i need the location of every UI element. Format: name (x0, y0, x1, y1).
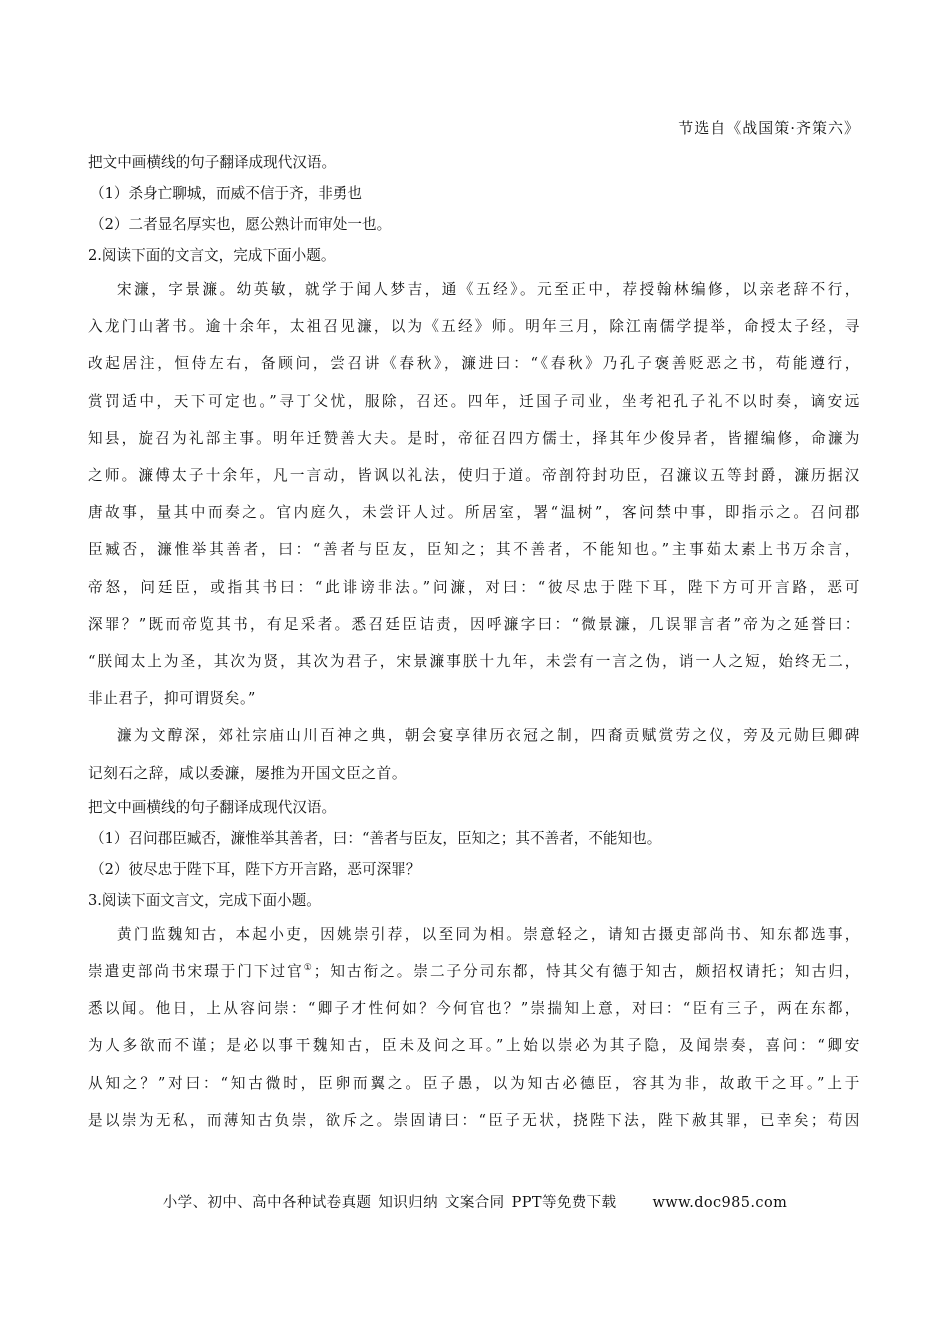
q2-para1-line: 唐故事，量其中而奏之。官内庭久，未尝讦人过。所居室，署“温树”，客问禁中事，即指示之。召问郡 (88, 504, 860, 522)
q2-passage (88, 271, 860, 792)
q2-item-2: （2）彼尽忠于陛下耳，陛下方开言路，恶可深罪？ (90, 860, 421, 878)
q2-item-1: （1）召问郡臣臧否，濂惟举其善者，曰：“善者与臣友，臣知之；其不善者，不能知也。 (90, 829, 662, 847)
q3-line-part: 崇遣吏部尚书宋璟于门下过官 (88, 963, 304, 981)
q3-para1-line: 黄门监魏知古，本起小吏，因姚崇引荐，以至同为相。崇意轻之，请知古摄吏部尚书、知东都选事， (117, 925, 860, 943)
q3-passage (88, 916, 860, 1139)
q2-para1-line: 赏罚适中，天下可定也。”寻丁父忧，服除，召还。四年，迁国子司业，坐考祀孔子礼不以时奏，谪安远 (88, 392, 860, 410)
footnote-mark: ① (303, 963, 314, 974)
q2-para2-line: 濂为文醇深，郊社宗庙山川百神之典，朝会宴享律历衣冠之制，四裔贡赋赏劳之仪，旁及元勋巨卿碑 (117, 727, 860, 745)
q2-para1-line: 宋濂，字景濂。幼英敏，就学于闻人梦吉，通《五经》。元至正中，荐授翰林编修，以亲老辞不行， (117, 281, 860, 298)
q2-para1-line: 臣臧否，濂惟举其善者，曰：“善者与臣友，臣知之；其不善者，不能知也。”主事茹太素上书万余言， (88, 541, 860, 559)
q3-para1-line: 从知之？”对曰：“知古微时，臣卵而翼之。臣子愚，以为知古必德臣，容其为非，故敢干之耳。”上于 (88, 1074, 860, 1092)
footer-text: 小学、初中、高中各种试卷真题 知识归纳 文案合同 PPT等免费下载 (162, 1195, 617, 1211)
q2-para1-line: “朕闻太上为圣，其次为贤，其次为君子，宋景濂事朕十九年，未尝有一言之伪，诮一人之短，始终无二， (88, 653, 860, 671)
q2-para2-line: 记刻石之辞，咸以委濂，屡推为开国文臣之首。 (88, 764, 408, 782)
q3-para1-line: 为人多欲而不谨；是必以事干魏知古，臣未及问之耳。”上始以崇必为其子隐，及闻崇奏，喜问：“卿安 (88, 1037, 860, 1055)
q2-para1-line: 帝怒，问廷臣，或指其书曰：“此诽谤非法。”问濂，对曰：“彼尽忠于陛下耳，陛下方可开言路，恶可 (88, 578, 860, 596)
q2-instruction: 把文中画横线的句子翻译成现代汉语。 (88, 798, 337, 816)
q2-heading: 2.阅读下面的文言文，完成下面小题。 (88, 247, 336, 264)
q2-para1-line: 知县，旋召为礼部主事。明年迁赞善大夫。是时，帝征召四方儒士，择其年少俊异者，皆擢编修，命濂为 (88, 429, 860, 447)
q1-item-2: （2）二者显名厚实也，愿公熟计而审处一也。 (90, 216, 392, 233)
q2-para1-line: 之师。濂傅太子十余年，凡一言动，皆讽以礼法，使归于道。帝剖符封功臣，召濂议五等封爵，濂历据汉 (88, 467, 860, 485)
q2-para1-line: 非止君子，抑可谓贤矣。” (88, 690, 256, 708)
footer-url[interactable]: www.doc985.com (652, 1195, 788, 1211)
q3-para1-line: 是以崇为无私，而薄知古负崇，欲斥之。崇固请曰：“臣子无状，挠陛下法，陛下赦其罪，已幸矣；苟因 (88, 1111, 860, 1129)
q3-para1-line-with-footnote (88, 953, 860, 990)
source-note: 节选自《战国策·齐策六》 (678, 119, 860, 137)
q2-para1-line: 改起居注，恒侍左右，备顾问，尝召讲《春秋》，濂进曰：“《春秋》乃孔子褒善贬恶之书，苟能遵行， (88, 355, 860, 373)
q3-heading: 3.阅读下面文言文，完成下面小题。 (88, 891, 321, 909)
q3-line-part: ；知古衔之。崇二子分司东都，恃其父有德于知古，颇招权请托；知古归， (313, 963, 860, 981)
q3-para1-line: 悉以闻。他日，上从容问崇：“卿子才性何如？今何官也？”崇揣知上意，对曰：“臣有三子，两在东都， (88, 1000, 860, 1018)
q2-para1-line: 深罪？”既而帝览其书，有足采者。悉召廷臣诘责，因呼濂字曰：“微景濂，几误罪言者”帝为之延誉曰： (88, 615, 860, 633)
q1-item-1: （1）杀身亡聊城，而威不信于齐，非勇也 (90, 185, 362, 202)
main-content (88, 147, 860, 1139)
q2-para1-line: 入龙门山著书。逾十余年，太祖召见濂，以为《五经》师。明年三月，除江南儒学提举，命授太子经，寻 (88, 318, 860, 336)
page-footer (0, 1191, 950, 1212)
q1-instruction: 把文中画横线的句子翻译成现代汉语。 (88, 154, 337, 171)
